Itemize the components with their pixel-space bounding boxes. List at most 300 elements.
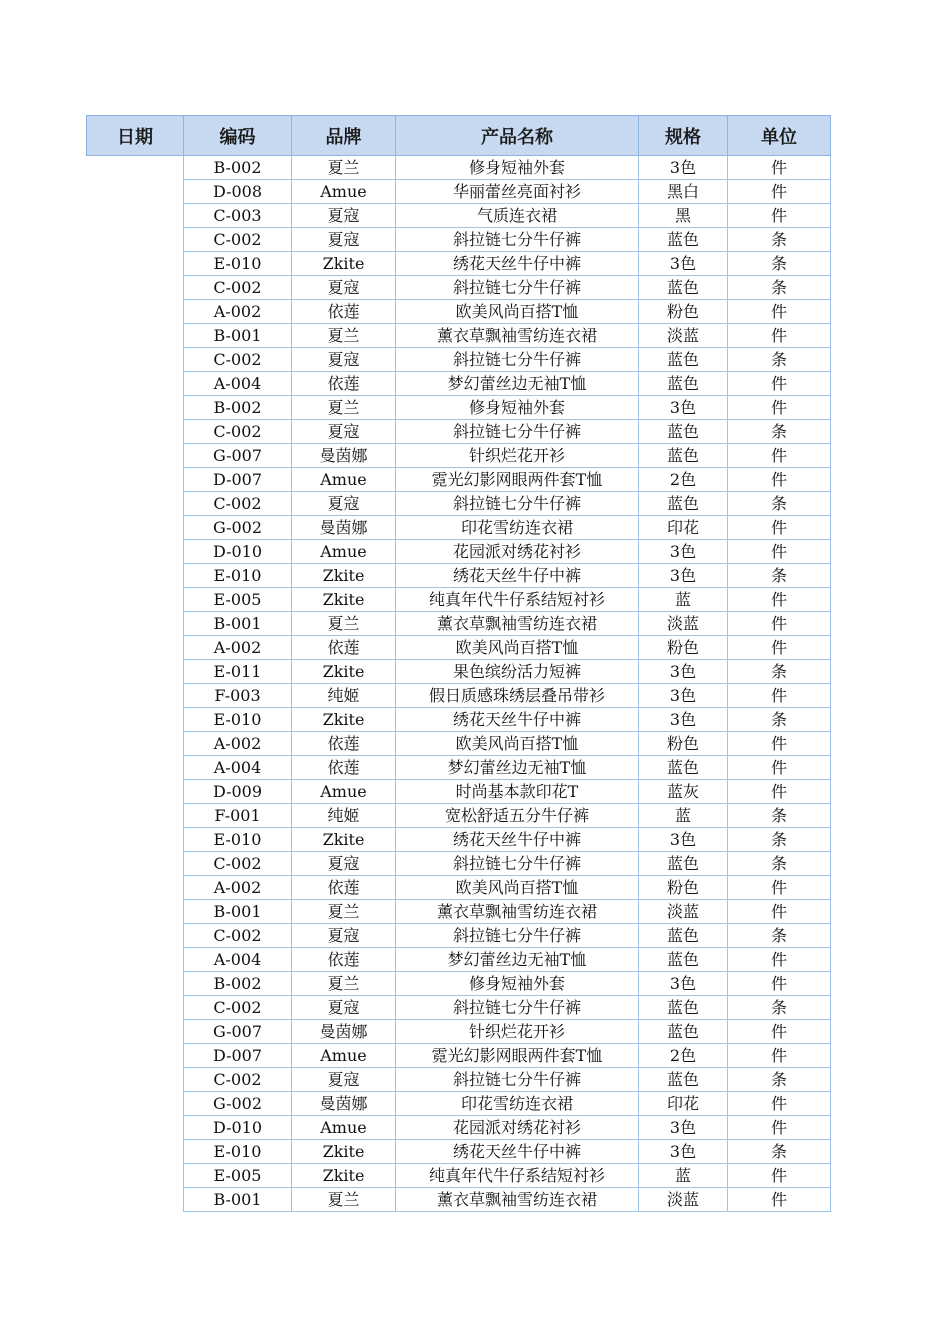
table-row — [87, 180, 831, 204]
table-row — [87, 996, 831, 1020]
code-cell[interactable]: C-002 — [184, 852, 292, 876]
product-name-cell[interactable]: 时尚基本款印花T — [396, 780, 639, 804]
date-cell[interactable] — [87, 324, 184, 348]
unit-cell[interactable]: 件 — [728, 516, 831, 540]
date-cell[interactable] — [87, 804, 184, 828]
unit-cell[interactable]: 件 — [728, 468, 831, 492]
unit-cell[interactable]: 件 — [728, 372, 831, 396]
code-cell[interactable]: E-005 — [184, 588, 292, 612]
date-cell[interactable] — [87, 780, 184, 804]
spec-cell[interactable]: 粉色 — [639, 636, 728, 660]
brand-cell[interactable]: 夏寇 — [292, 1068, 396, 1092]
brand-cell[interactable]: 夏寇 — [292, 852, 396, 876]
code-cell[interactable]: E-010 — [184, 252, 292, 276]
spec-cell[interactable]: 蓝色 — [639, 348, 728, 372]
unit-cell[interactable]: 件 — [728, 180, 831, 204]
brand-cell[interactable]: 依莲 — [292, 948, 396, 972]
spec-cell[interactable]: 2色 — [639, 468, 728, 492]
brand-cell[interactable]: Amue — [292, 780, 396, 804]
product-name-cell[interactable]: 纯真年代牛仔系结短衬衫 — [396, 1164, 639, 1188]
product-name-cell[interactable]: 绣花天丝牛仔中裤 — [396, 564, 639, 588]
product-name-cell[interactable]: 斜拉链七分牛仔裤 — [396, 228, 639, 252]
date-cell[interactable] — [87, 516, 184, 540]
product-name-cell[interactable]: 薰衣草飘袖雪纺连衣裙 — [396, 612, 639, 636]
code-cell[interactable]: E-005 — [184, 1164, 292, 1188]
date-cell[interactable] — [87, 492, 184, 516]
date-cell[interactable] — [87, 1020, 184, 1044]
date-cell[interactable] — [87, 396, 184, 420]
unit-cell[interactable]: 件 — [728, 540, 831, 564]
code-cell[interactable]: D-010 — [184, 540, 292, 564]
date-cell[interactable] — [87, 444, 184, 468]
unit-cell[interactable]: 件 — [728, 1164, 831, 1188]
product-name-cell[interactable]: 花园派对绣花衬衫 — [396, 540, 639, 564]
brand-cell[interactable]: 曼茵娜 — [292, 1092, 396, 1116]
date-cell[interactable] — [87, 180, 184, 204]
brand-cell[interactable]: 夏兰 — [292, 972, 396, 996]
product-name-cell[interactable]: 斜拉链七分牛仔裤 — [396, 1068, 639, 1092]
spec-cell[interactable]: 3色 — [639, 396, 728, 420]
spec-cell[interactable]: 蓝色 — [639, 924, 728, 948]
product-name-cell[interactable]: 欧美风尚百搭T恤 — [396, 732, 639, 756]
brand-cell[interactable]: Zkite — [292, 708, 396, 732]
date-cell[interactable] — [87, 1188, 184, 1212]
table-row — [87, 1092, 831, 1116]
unit-cell[interactable]: 条 — [728, 228, 831, 252]
brand-cell[interactable]: Zkite — [292, 1140, 396, 1164]
code-cell[interactable]: G-002 — [184, 516, 292, 540]
brand-cell[interactable]: 曼茵娜 — [292, 516, 396, 540]
product-name-cell[interactable]: 针织烂花开衫 — [396, 444, 639, 468]
product-name-cell[interactable]: 绣花天丝牛仔中裤 — [396, 828, 639, 852]
product-name-cell[interactable]: 梦幻蕾丝边无袖T恤 — [396, 372, 639, 396]
brand-cell[interactable]: 夏寇 — [292, 204, 396, 228]
product-name-cell[interactable]: 薰衣草飘袖雪纺连衣裙 — [396, 1188, 639, 1212]
unit-cell[interactable]: 件 — [728, 756, 831, 780]
date-cell[interactable] — [87, 252, 184, 276]
code-cell[interactable]: C-002 — [184, 924, 292, 948]
brand-cell[interactable]: 曼茵娜 — [292, 1020, 396, 1044]
date-cell[interactable] — [87, 1092, 184, 1116]
spec-cell[interactable]: 3色 — [639, 564, 728, 588]
date-cell[interactable] — [87, 372, 184, 396]
code-cell[interactable]: G-007 — [184, 1020, 292, 1044]
spec-cell[interactable]: 蓝色 — [639, 372, 728, 396]
code-cell[interactable]: C-002 — [184, 276, 292, 300]
unit-cell[interactable]: 条 — [728, 564, 831, 588]
unit-cell[interactable]: 条 — [728, 660, 831, 684]
product-name-cell[interactable]: 斜拉链七分牛仔裤 — [396, 348, 639, 372]
brand-cell[interactable]: 纯姬 — [292, 804, 396, 828]
spec-cell[interactable]: 蓝色 — [639, 948, 728, 972]
date-cell[interactable] — [87, 756, 184, 780]
brand-cell[interactable]: 依莲 — [292, 876, 396, 900]
unit-cell[interactable]: 件 — [728, 1044, 831, 1068]
brand-cell[interactable]: Zkite — [292, 828, 396, 852]
code-cell[interactable]: B-002 — [184, 396, 292, 420]
code-cell[interactable]: C-002 — [184, 996, 292, 1020]
product-name-cell[interactable]: 欧美风尚百搭T恤 — [396, 636, 639, 660]
table-row — [87, 708, 831, 732]
spec-cell[interactable]: 蓝色 — [639, 852, 728, 876]
header-brand[interactable]: 品牌 — [292, 116, 396, 156]
table-row — [87, 420, 831, 444]
unit-cell[interactable]: 条 — [728, 996, 831, 1020]
spec-cell[interactable]: 蓝色 — [639, 1068, 728, 1092]
spec-cell[interactable]: 淡蓝 — [639, 1188, 728, 1212]
header-code[interactable]: 编码 — [184, 116, 292, 156]
brand-cell[interactable]: 夏寇 — [292, 228, 396, 252]
spec-cell[interactable]: 印花 — [639, 516, 728, 540]
unit-cell[interactable]: 件 — [728, 156, 831, 180]
code-cell[interactable]: C-002 — [184, 1068, 292, 1092]
spec-cell[interactable]: 蓝灰 — [639, 780, 728, 804]
code-cell[interactable]: C-002 — [184, 348, 292, 372]
product-name-cell[interactable]: 欧美风尚百搭T恤 — [396, 876, 639, 900]
spec-cell[interactable]: 蓝色 — [639, 228, 728, 252]
brand-cell[interactable]: Amue — [292, 540, 396, 564]
product-name-cell[interactable]: 修身短袖外套 — [396, 972, 639, 996]
header-spec[interactable]: 规格 — [639, 116, 728, 156]
code-cell[interactable]: B-001 — [184, 1188, 292, 1212]
code-cell[interactable]: A-002 — [184, 636, 292, 660]
date-cell[interactable] — [87, 1044, 184, 1068]
code-cell[interactable]: C-002 — [184, 420, 292, 444]
unit-cell[interactable]: 条 — [728, 348, 831, 372]
table-row — [87, 444, 831, 468]
date-cell[interactable] — [87, 1140, 184, 1164]
code-cell[interactable]: D-010 — [184, 1116, 292, 1140]
brand-cell[interactable]: 曼茵娜 — [292, 444, 396, 468]
brand-cell[interactable]: Amue — [292, 1116, 396, 1140]
code-cell[interactable]: E-010 — [184, 1140, 292, 1164]
product-name-cell[interactable]: 梦幻蕾丝边无袖T恤 — [396, 948, 639, 972]
product-name-cell[interactable]: 斜拉链七分牛仔裤 — [396, 924, 639, 948]
code-cell[interactable]: B-001 — [184, 612, 292, 636]
unit-cell[interactable]: 件 — [728, 444, 831, 468]
spec-cell[interactable]: 蓝色 — [639, 996, 728, 1020]
header-product-name[interactable]: 产品名称 — [396, 116, 639, 156]
product-name-cell[interactable]: 欧美风尚百搭T恤 — [396, 300, 639, 324]
code-cell[interactable]: F-001 — [184, 804, 292, 828]
product-name-cell[interactable]: 修身短袖外套 — [396, 396, 639, 420]
product-name-cell[interactable]: 薰衣草飘袖雪纺连衣裙 — [396, 324, 639, 348]
brand-cell[interactable]: 夏寇 — [292, 924, 396, 948]
unit-cell[interactable]: 件 — [728, 1116, 831, 1140]
code-cell[interactable]: C-002 — [184, 228, 292, 252]
unit-cell[interactable]: 条 — [728, 708, 831, 732]
brand-cell[interactable]: 夏寇 — [292, 420, 396, 444]
table-row — [87, 972, 831, 996]
unit-cell[interactable]: 条 — [728, 924, 831, 948]
date-cell[interactable] — [87, 636, 184, 660]
table-row — [87, 1188, 831, 1212]
spec-cell[interactable]: 3色 — [639, 972, 728, 996]
code-cell[interactable]: D-007 — [184, 1044, 292, 1068]
spec-cell[interactable]: 粉色 — [639, 732, 728, 756]
product-table — [86, 115, 831, 1212]
table-row — [87, 516, 831, 540]
unit-cell[interactable]: 条 — [728, 1140, 831, 1164]
date-cell[interactable] — [87, 996, 184, 1020]
unit-cell[interactable]: 件 — [728, 972, 831, 996]
code-cell[interactable]: E-010 — [184, 564, 292, 588]
spec-cell[interactable]: 黑白 — [639, 180, 728, 204]
date-cell[interactable] — [87, 204, 184, 228]
brand-cell[interactable]: 夏寇 — [292, 276, 396, 300]
table-row — [87, 876, 831, 900]
code-cell[interactable]: A-004 — [184, 948, 292, 972]
product-name-cell[interactable]: 斜拉链七分牛仔裤 — [396, 420, 639, 444]
product-name-cell[interactable]: 梦幻蕾丝边无袖T恤 — [396, 756, 639, 780]
brand-cell[interactable]: 夏兰 — [292, 324, 396, 348]
unit-cell[interactable]: 条 — [728, 420, 831, 444]
product-name-cell[interactable]: 绣花天丝牛仔中裤 — [396, 1140, 639, 1164]
table-row — [87, 660, 831, 684]
spec-cell[interactable]: 淡蓝 — [639, 324, 728, 348]
unit-cell[interactable]: 条 — [728, 852, 831, 876]
product-name-cell[interactable]: 斜拉链七分牛仔裤 — [396, 276, 639, 300]
brand-cell[interactable]: 夏兰 — [292, 900, 396, 924]
header-unit[interactable]: 单位 — [728, 116, 831, 156]
brand-cell[interactable]: Amue — [292, 1044, 396, 1068]
unit-cell[interactable]: 条 — [728, 804, 831, 828]
product-name-cell[interactable]: 华丽蕾丝亮面衬衫 — [396, 180, 639, 204]
brand-cell[interactable]: 依莲 — [292, 636, 396, 660]
brand-cell[interactable]: Zkite — [292, 564, 396, 588]
product-name-cell[interactable]: 假日质感珠绣层叠吊带衫 — [396, 684, 639, 708]
unit-cell[interactable]: 条 — [728, 1068, 831, 1092]
product-name-cell[interactable]: 花园派对绣花衬衫 — [396, 1116, 639, 1140]
table-row — [87, 300, 831, 324]
spec-cell[interactable]: 印花 — [639, 1092, 728, 1116]
spec-cell[interactable]: 蓝色 — [639, 444, 728, 468]
table-row — [87, 324, 831, 348]
table-row — [87, 684, 831, 708]
date-cell[interactable] — [87, 900, 184, 924]
unit-cell[interactable]: 条 — [728, 828, 831, 852]
code-cell[interactable]: C-003 — [184, 204, 292, 228]
unit-cell[interactable]: 件 — [728, 876, 831, 900]
spec-cell[interactable]: 3色 — [639, 660, 728, 684]
date-cell[interactable] — [87, 972, 184, 996]
brand-cell[interactable]: Zkite — [292, 1164, 396, 1188]
brand-cell[interactable]: Zkite — [292, 660, 396, 684]
header-row — [87, 116, 831, 156]
unit-cell[interactable]: 条 — [728, 492, 831, 516]
code-cell[interactable]: E-011 — [184, 660, 292, 684]
brand-cell[interactable]: 夏兰 — [292, 396, 396, 420]
code-cell[interactable]: A-002 — [184, 732, 292, 756]
spec-cell[interactable]: 蓝 — [639, 1164, 728, 1188]
unit-cell[interactable]: 件 — [728, 636, 831, 660]
unit-cell[interactable]: 件 — [728, 1020, 831, 1044]
unit-cell[interactable]: 件 — [728, 396, 831, 420]
spec-cell[interactable]: 粉色 — [639, 876, 728, 900]
spec-cell[interactable]: 3色 — [639, 1140, 728, 1164]
date-cell[interactable] — [87, 156, 184, 180]
code-cell[interactable]: B-002 — [184, 156, 292, 180]
unit-cell[interactable]: 件 — [728, 612, 831, 636]
code-cell[interactable]: A-004 — [184, 756, 292, 780]
brand-cell[interactable]: 依莲 — [292, 372, 396, 396]
spec-cell[interactable]: 蓝色 — [639, 1020, 728, 1044]
spec-cell[interactable]: 蓝色 — [639, 756, 728, 780]
spec-cell[interactable]: 蓝色 — [639, 276, 728, 300]
date-cell[interactable] — [87, 1164, 184, 1188]
spec-cell[interactable]: 3色 — [639, 708, 728, 732]
unit-cell[interactable]: 件 — [728, 300, 831, 324]
brand-cell[interactable]: 夏寇 — [292, 492, 396, 516]
table-row — [87, 492, 831, 516]
date-cell[interactable] — [87, 660, 184, 684]
date-cell[interactable] — [87, 948, 184, 972]
product-name-cell[interactable]: 宽松舒适五分牛仔裤 — [396, 804, 639, 828]
spec-cell[interactable]: 3色 — [639, 252, 728, 276]
spec-cell[interactable]: 3色 — [639, 684, 728, 708]
product-name-cell[interactable]: 果色缤纷活力短裤 — [396, 660, 639, 684]
code-cell[interactable]: D-009 — [184, 780, 292, 804]
table-row — [87, 228, 831, 252]
unit-cell[interactable]: 件 — [728, 684, 831, 708]
unit-cell[interactable]: 件 — [728, 204, 831, 228]
code-cell[interactable]: D-008 — [184, 180, 292, 204]
date-cell[interactable] — [87, 228, 184, 252]
date-cell[interactable] — [87, 852, 184, 876]
product-name-cell[interactable]: 绣花天丝牛仔中裤 — [396, 252, 639, 276]
date-cell[interactable] — [87, 540, 184, 564]
code-cell[interactable]: E-010 — [184, 828, 292, 852]
brand-cell[interactable]: 纯姬 — [292, 684, 396, 708]
product-name-cell[interactable]: 针织烂花开衫 — [396, 1020, 639, 1044]
spec-cell[interactable]: 2色 — [639, 1044, 728, 1068]
code-cell[interactable]: F-003 — [184, 684, 292, 708]
spec-cell[interactable]: 3色 — [639, 1116, 728, 1140]
brand-cell[interactable]: 依莲 — [292, 300, 396, 324]
code-cell[interactable]: D-007 — [184, 468, 292, 492]
table-row — [87, 348, 831, 372]
product-name-cell[interactable]: 纯真年代牛仔系结短衬衫 — [396, 588, 639, 612]
spec-cell[interactable]: 淡蓝 — [639, 900, 728, 924]
code-cell[interactable]: G-007 — [184, 444, 292, 468]
code-cell[interactable]: E-010 — [184, 708, 292, 732]
code-cell[interactable]: A-002 — [184, 300, 292, 324]
table-row — [87, 372, 831, 396]
code-cell[interactable]: G-002 — [184, 1092, 292, 1116]
spec-cell[interactable]: 淡蓝 — [639, 612, 728, 636]
unit-cell[interactable]: 件 — [728, 900, 831, 924]
date-cell[interactable] — [87, 828, 184, 852]
product-name-cell[interactable]: 绣花天丝牛仔中裤 — [396, 708, 639, 732]
unit-cell[interactable]: 件 — [728, 948, 831, 972]
date-cell[interactable] — [87, 468, 184, 492]
date-cell[interactable] — [87, 588, 184, 612]
product-name-cell[interactable]: 印花雪纺连衣裙 — [396, 1092, 639, 1116]
date-cell[interactable] — [87, 276, 184, 300]
product-name-cell[interactable]: 霓光幻影网眼两件套T恤 — [396, 1044, 639, 1068]
unit-cell[interactable]: 件 — [728, 732, 831, 756]
brand-cell[interactable]: 夏寇 — [292, 996, 396, 1020]
date-cell[interactable] — [87, 708, 184, 732]
code-cell[interactable]: B-001 — [184, 900, 292, 924]
brand-cell[interactable]: 夏兰 — [292, 156, 396, 180]
date-cell[interactable] — [87, 612, 184, 636]
spec-cell[interactable]: 蓝色 — [639, 492, 728, 516]
product-name-cell[interactable]: 斜拉链七分牛仔裤 — [396, 852, 639, 876]
table-row — [87, 636, 831, 660]
product-name-cell[interactable]: 霓光幻影网眼两件套T恤 — [396, 468, 639, 492]
brand-cell[interactable]: 夏兰 — [292, 1188, 396, 1212]
table-row — [87, 756, 831, 780]
code-cell[interactable]: A-002 — [184, 876, 292, 900]
unit-cell[interactable]: 条 — [728, 276, 831, 300]
unit-cell[interactable]: 件 — [728, 324, 831, 348]
spec-cell[interactable]: 蓝 — [639, 804, 728, 828]
header-date[interactable]: 日期 — [87, 116, 184, 156]
date-cell[interactable] — [87, 684, 184, 708]
spec-cell[interactable]: 蓝色 — [639, 420, 728, 444]
table-row — [87, 1140, 831, 1164]
spec-cell[interactable]: 3色 — [639, 540, 728, 564]
unit-cell[interactable]: 件 — [728, 780, 831, 804]
table-row — [87, 1116, 831, 1140]
date-cell[interactable] — [87, 876, 184, 900]
code-cell[interactable]: A-004 — [184, 372, 292, 396]
product-name-cell[interactable]: 印花雪纺连衣裙 — [396, 516, 639, 540]
brand-cell[interactable]: Amue — [292, 468, 396, 492]
brand-cell[interactable]: 依莲 — [292, 756, 396, 780]
date-cell[interactable] — [87, 924, 184, 948]
date-cell[interactable] — [87, 732, 184, 756]
spec-cell[interactable]: 粉色 — [639, 300, 728, 324]
product-name-cell[interactable]: 气质连衣裙 — [396, 204, 639, 228]
spec-cell[interactable]: 3色 — [639, 828, 728, 852]
code-cell[interactable]: B-001 — [184, 324, 292, 348]
table-body — [87, 156, 831, 1212]
unit-cell[interactable]: 件 — [728, 1188, 831, 1212]
code-cell[interactable]: C-002 — [184, 492, 292, 516]
date-cell[interactable] — [87, 1068, 184, 1092]
product-name-cell[interactable]: 斜拉链七分牛仔裤 — [396, 492, 639, 516]
product-name-cell[interactable]: 修身短袖外套 — [396, 156, 639, 180]
table-row — [87, 612, 831, 636]
brand-cell[interactable]: Amue — [292, 180, 396, 204]
date-cell[interactable] — [87, 420, 184, 444]
unit-cell[interactable]: 条 — [728, 252, 831, 276]
table-row — [87, 780, 831, 804]
date-cell[interactable] — [87, 348, 184, 372]
code-cell[interactable]: B-002 — [184, 972, 292, 996]
brand-cell[interactable]: 夏寇 — [292, 348, 396, 372]
brand-cell[interactable]: 夏兰 — [292, 612, 396, 636]
spec-cell[interactable]: 蓝 — [639, 588, 728, 612]
unit-cell[interactable]: 件 — [728, 1092, 831, 1116]
date-cell[interactable] — [87, 300, 184, 324]
spec-cell[interactable]: 黑 — [639, 204, 728, 228]
product-name-cell[interactable]: 薰衣草飘袖雪纺连衣裙 — [396, 900, 639, 924]
table-row — [87, 1044, 831, 1068]
spec-cell[interactable]: 3色 — [639, 156, 728, 180]
product-name-cell[interactable]: 斜拉链七分牛仔裤 — [396, 996, 639, 1020]
brand-cell[interactable]: 依莲 — [292, 732, 396, 756]
unit-cell[interactable]: 件 — [728, 588, 831, 612]
table-row — [87, 732, 831, 756]
brand-cell[interactable]: Zkite — [292, 252, 396, 276]
table-row — [87, 276, 831, 300]
date-cell[interactable] — [87, 1116, 184, 1140]
brand-cell[interactable]: Zkite — [292, 588, 396, 612]
date-cell[interactable] — [87, 564, 184, 588]
